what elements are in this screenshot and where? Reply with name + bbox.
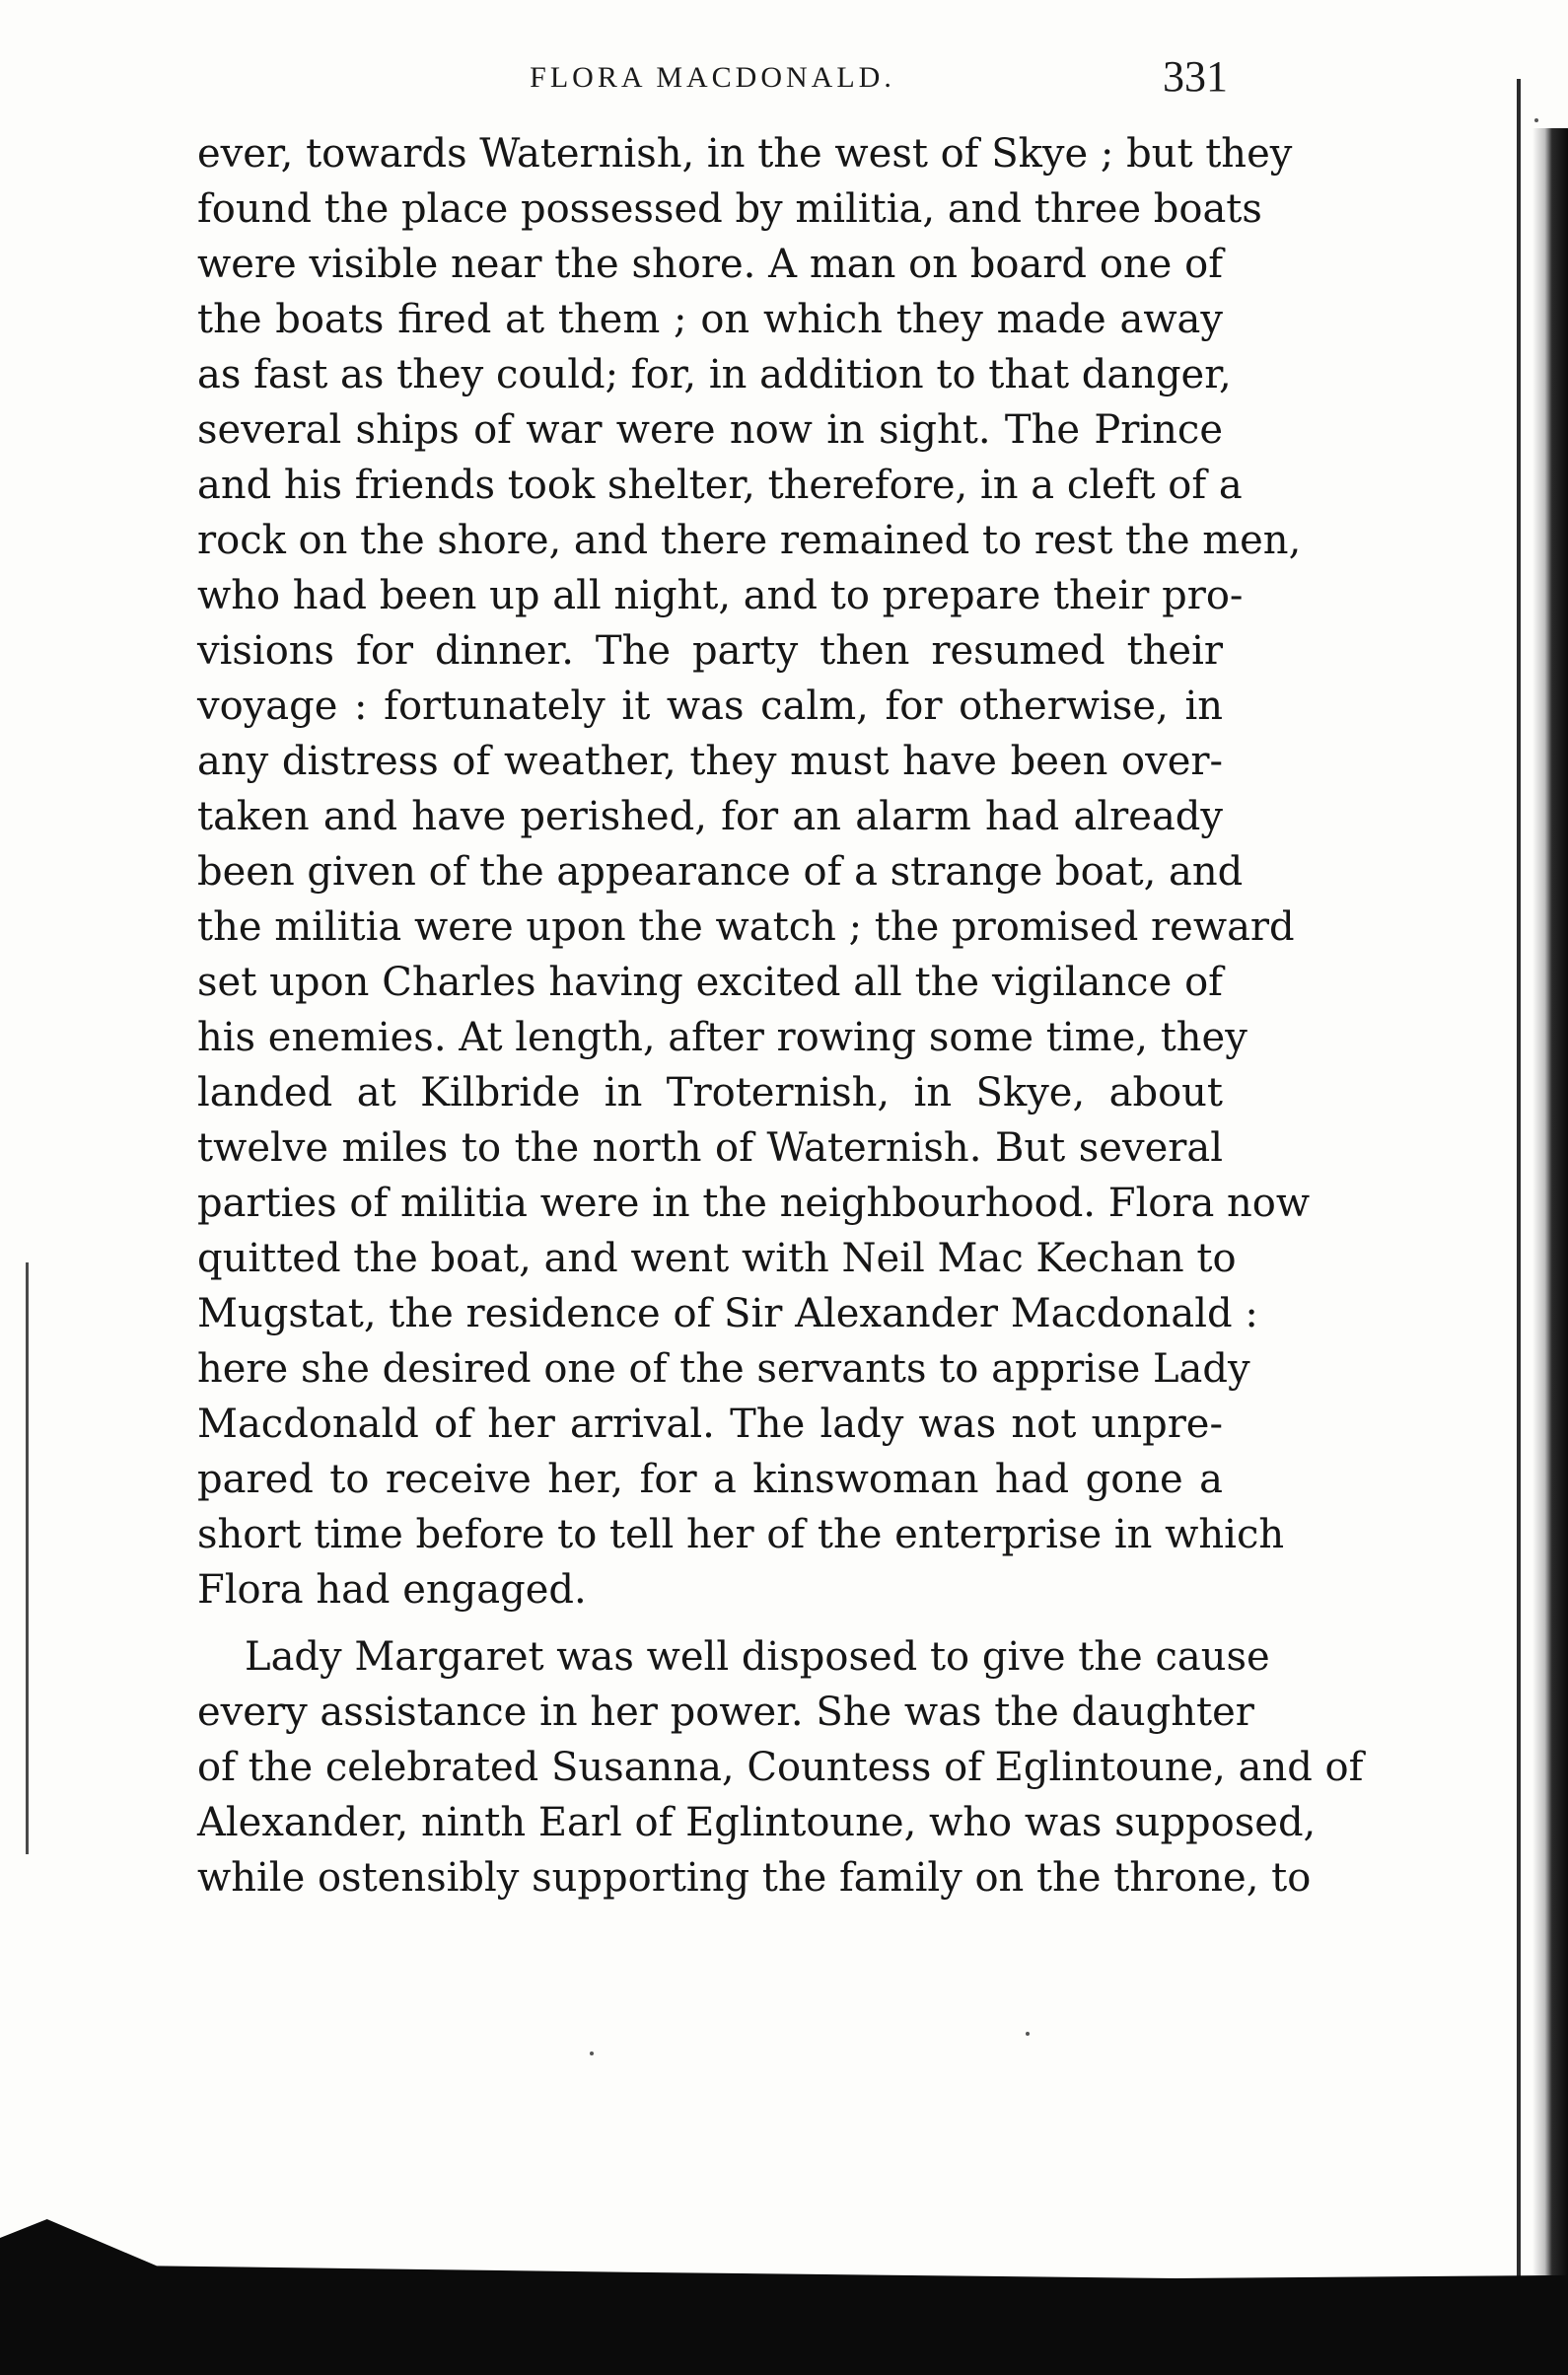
scan-mark — [26, 1262, 29, 1854]
text-line: set upon Charles having excited all the vigilance of — [197, 960, 1223, 1005]
text-line: Lady Margaret was well disposed to give the cause — [245, 1634, 1270, 1680]
running-header — [197, 51, 1228, 110]
text-line: voyage : fortunately it was calm, for otherwise, in — [197, 684, 1223, 729]
text-line: any distress of weather, they must have been over- — [197, 739, 1223, 784]
text-line: landed at Kilbride in Troternish, in Skye, about — [197, 1070, 1223, 1116]
paragraph-gap — [197, 1618, 1223, 1629]
body-text — [197, 126, 1364, 1906]
text-line: several ships of war were now in sight. The Prince — [197, 407, 1223, 453]
text-line: were visible near the shore. A man on board one of — [197, 242, 1223, 287]
text-line: as fast as they could; for, in addition to that danger, — [197, 352, 1232, 397]
bottom-edge-shadow — [0, 2219, 1568, 2375]
paragraph-2 — [197, 1629, 1364, 1906]
running-title: FLORA MACDONALD. — [530, 61, 895, 94]
text-line: pared to receive her, for a kinswoman had gone a — [197, 1457, 1223, 1502]
text-line: his enemies. At length, after rowing some time, they — [197, 1015, 1247, 1060]
text-line: every assistance in her power. She was the daughter — [197, 1690, 1254, 1735]
page-number: 331 — [1163, 52, 1228, 101]
text-line: rock on the shore, and there remained to rest the men, — [197, 518, 1302, 563]
dust-speck — [1026, 2032, 1030, 2036]
text-line: of the celebrated Susanna, Countess of Eglintoune, and of — [197, 1745, 1364, 1790]
text-line: who had been up all night, and to prepare their pro- — [197, 573, 1244, 618]
text-line: parties of militia were in the neighbourhood. Flora now — [197, 1181, 1311, 1226]
page-edge-shadow — [1532, 128, 1568, 2318]
text-line: quitted the boat, and went with Neil Mac Kechan to — [197, 1236, 1237, 1281]
dust-speck — [1534, 118, 1538, 122]
text-line: short time before to tell her of the enterprise in which — [197, 1512, 1285, 1557]
text-line: taken and have perished, for an alarm had already — [197, 794, 1223, 839]
text-line: and his friends took shelter, therefore, in a cleft of a — [197, 463, 1243, 508]
text-line: Flora had engaged. — [197, 1567, 587, 1613]
paragraph-1 — [197, 126, 1311, 1618]
text-line: the militia were upon the watch ; the promised reward — [197, 904, 1295, 950]
text-line: found the place possessed by militia, and three boats — [197, 186, 1262, 232]
binding-rule — [1517, 79, 1521, 2288]
text-line: Macdonald of her arrival. The lady was not unpre- — [197, 1402, 1223, 1447]
text-line: been given of the appearance of a strange boat, and — [197, 849, 1244, 895]
text-line: twelve miles to the north of Waternish. But several — [197, 1125, 1223, 1171]
text-line: the boats fired at them ; on which they made away — [197, 297, 1223, 342]
text-line: while ostensibly supporting the family on the throne, to — [197, 1855, 1312, 1901]
dust-speck — [590, 2051, 594, 2055]
text-line: visions for dinner. The party then resumed their — [197, 628, 1223, 674]
text-line: here she desired one of the servants to apprise Lady — [197, 1346, 1250, 1392]
text-line: Alexander, ninth Earl of Eglintoune, who was supposed, — [197, 1800, 1317, 1845]
text-line: ever, towards Waternish, in the west of Skye ; but they — [197, 131, 1293, 177]
text-line: Mugstat, the residence of Sir Alexander Macdonald : — [197, 1291, 1258, 1336]
